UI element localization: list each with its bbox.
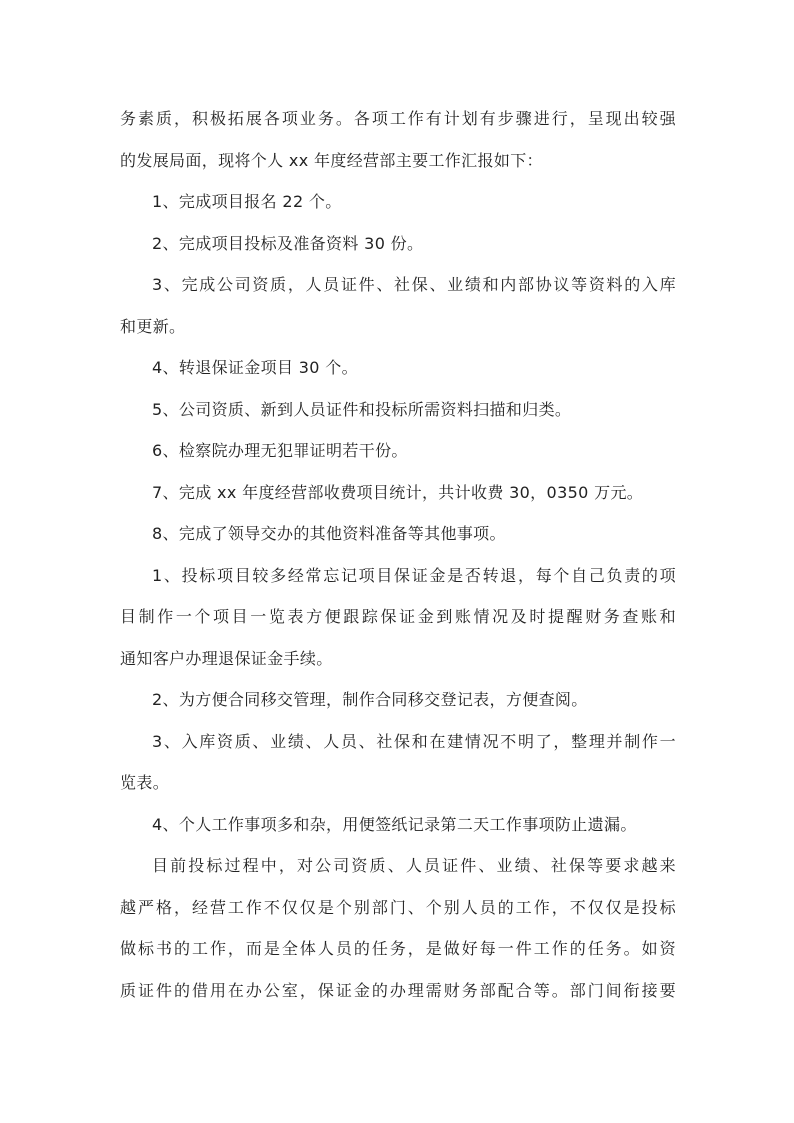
text-line: 4、个人工作事项多和杂，用便签纸记录第二天工作事项防止遗漏。 xyxy=(152,814,637,834)
text-line: 质证件的借用在办公室，保证金的办理需财务部配合等。部门间衔接要 xyxy=(120,980,676,1000)
text-line: 6、检察院办理无犯罪证明若干份。 xyxy=(152,441,408,460)
text-line: 务素质，积极拓展各项业务。各项工作有计划有步骤进行，呈现出较强 xyxy=(120,109,676,128)
text-line: 越严格，经营工作不仅仅是个别部门、个别人员的工作，不仅仅是投标 xyxy=(120,897,676,917)
text-line: 目制作一个项目一览表方便跟踪保证金到账情况及时提醒财务查账和 xyxy=(120,607,676,626)
text-line: 7、完成 xx 年度经营部收费项目统计，共计收费 30，0350 万元。 xyxy=(152,482,644,502)
text-line: 2、完成项目投标及准备资料 30 份。 xyxy=(152,233,424,253)
text-line: 1、完成项目报名 22 个。 xyxy=(152,192,342,211)
text-line: 目前投标过程中，对公司资质、人员证件、业绩、社保等要求越来 xyxy=(152,856,676,875)
text-line: 通知客户办理退保证金手续。 xyxy=(120,648,333,668)
document-body xyxy=(120,98,676,1011)
text-line: 8、完成了领导交办的其他资料准备等其他事项。 xyxy=(152,524,506,543)
text-line: 的发展局面，现将个人 xx 年度经营部主要工作汇报如下： xyxy=(120,150,543,170)
text-line: 2、为方便合同移交管理，制作合同移交登记表，方便查阅。 xyxy=(152,690,588,709)
text-line: 3、完成公司资质，人员证件、社保、业绩和内部协议等资料的入库 xyxy=(152,275,676,294)
text-line: 做标书的工作，而是全体人员的任务，是做好每一件工作的任务。如资 xyxy=(120,939,676,958)
text-line: 5、公司资质、新到人员证件和投标所需资料扫描和归类。 xyxy=(152,399,572,419)
text-line: 3、入库资质、业绩、人员、社保和在建情况不明了，整理并制作一 xyxy=(152,731,676,751)
text-line: 览表。 xyxy=(120,773,170,792)
text-line: 4、转退保证金项目 30 个。 xyxy=(152,358,358,377)
text-line: 和更新。 xyxy=(120,316,186,336)
text-line: 1、投标项目较多经常忘记项目保证金是否转退，每个自己负责的项 xyxy=(152,565,676,585)
